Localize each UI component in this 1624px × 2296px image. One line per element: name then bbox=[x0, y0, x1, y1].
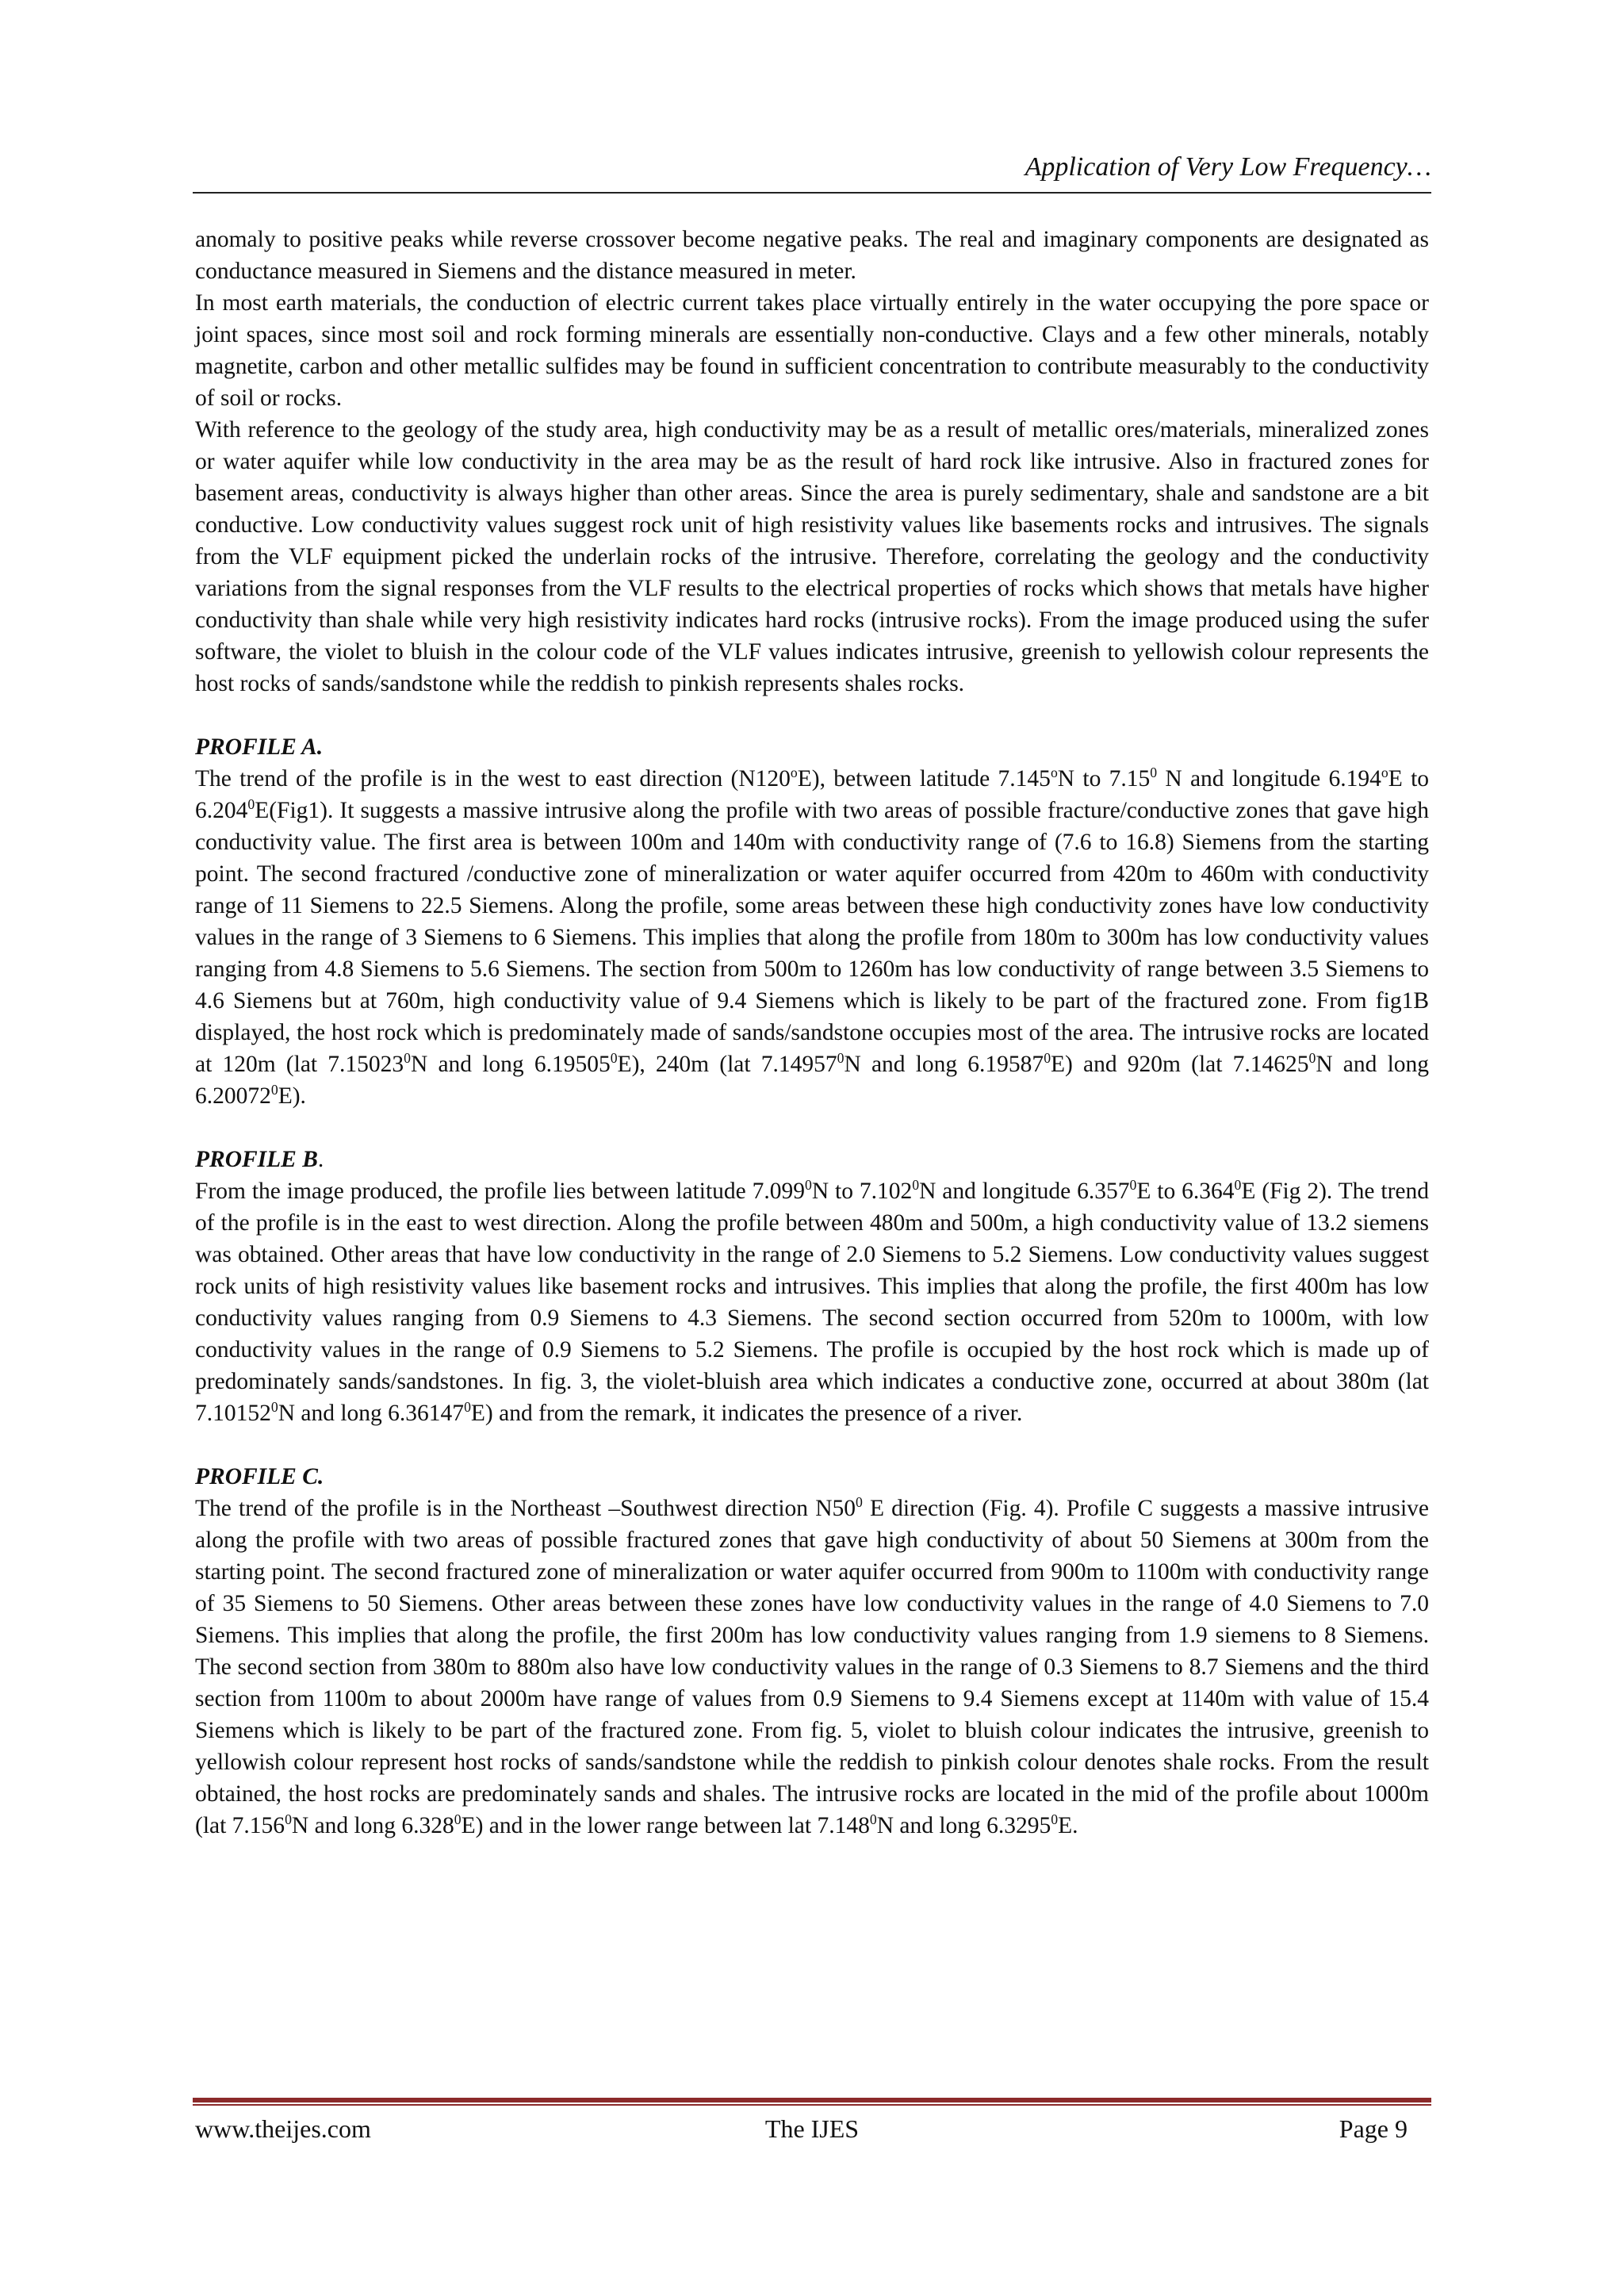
paragraph-profile-a: The trend of the profile is in the west to east direction (N120$^o$E), between latitude 7.145$^o$N to 7.15$^0$ N and longitude 6.194$^o$E to 6.204$^0$E(Fig1). It suggests a massive intrusive along the profile with two areas of possible fracture/conductive zones that gave high conductivity value. The first area is between 100m and 140m with conductivity range of (7.6 to 16.8) Siemens from the starting point. The second fractured /conductive zone of mineralization or water aquifer occurred from 420m to 460m with conductivity range of 11 Siemens to 22.5 Siemens. Along the profile, some areas between these high conductivity zones have low conductivity values in the range of 3 Siemens to 6 Siemens. This implies that along the profile from 180m to 300m has low conductivity values ranging from 4.8 Siemens to 5.6 Siemens. The section from 500m to 1260m has low conductivity of range between 3.5 Siemens to 4.6 Siemens but at 760m, high conductivity value of 9.4 Siemens which is likely to be part of the fractured zone. From fig1B displayed, the host rock which is predominately made of sands/sandstone occupies most of the area. The intrusive rocks are located at 120m (lat 7.15023$^0$N and long 6.19505$^0$E), 240m (lat 7.14957$^0$N and long 6.19587$^0$E) and 920m (lat 7.14625$^0$N and long 6.20072$^0$E). bbox=[195, 765, 1430, 1109]
header-rule bbox=[193, 192, 1431, 194]
article-body bbox=[195, 224, 1429, 1842]
paragraph-earth-materials: In most earth materials, the conduction of electric current takes place virtually entirely in the water occupying the pore space or joint spaces, since most soil and rock forming minerals are essentially non-conductive. Clays and a few other minerals, notably magnetite, carbon and other metallic sulfides may be found in sufficient concentration to contribute measurably to the conductivity of soil or rocks. bbox=[195, 290, 1429, 411]
section-gap bbox=[195, 1429, 1429, 1461]
footer-journal-name: The IJES bbox=[764, 2114, 860, 2143]
page-footer bbox=[193, 2111, 1431, 2146]
heading-profile-c: PROFILE C. bbox=[195, 1464, 324, 1489]
footer-rule-thin bbox=[193, 2104, 1431, 2106]
footer-rule bbox=[193, 2098, 1431, 2102]
paragraph-profile-b: From the image produced, the profile lies between latitude 7.099$^0$N to 7.102$^0$N and longitude 6.357$^0$E to 6.364$^0$E (Fig 2). The trend of the profile is in the east to west direction. Along the profile between 480m and 500m, a high conductivity value of 13.2 siemens was obtained. Other areas that have low conductivity in the range of 2.0 Siemens to 5.2 Siemens. Low conductivity values suggest rock units of high resistivity values like basement rocks and intrusives. This implies that along the profile, the first 400m has low conductivity values ranging from 0.9 Siemens to 4.3 Siemens. The second section occurred from 520m to 1000m, with low conductivity values in the range of 0.9 Siemens to 5.2 Siemens. The profile is occupied by the host rock which is made up of predominately sands/sandstones. In fig. 3, the violet-bluish area which indicates a conductive zone, occurred at about 380m (lat 7.10152$^0$N and long 6.36147$^0$E) and from the remark, it indicates the presence of a river. bbox=[195, 1177, 1429, 1426]
heading-profile-b: PROFILE B bbox=[195, 1147, 318, 1172]
heading-profile-a: PROFILE A. bbox=[195, 734, 324, 760]
running-title: Application of Very Low Frequency… bbox=[1025, 152, 1431, 182]
section-gap bbox=[195, 1112, 1429, 1144]
heading-profile-b-dot: . bbox=[317, 1147, 324, 1172]
footer-website-link[interactable]: www.theijes.com bbox=[195, 2114, 371, 2143]
footer-page-number: Page 9 bbox=[1339, 2114, 1408, 2143]
paragraph-profile-c: The trend of the profile is in the Northeast –Southwest direction $N50^0$ E direction (Fig. 4). Profile C suggests a massive intrusive along the profile with two areas of possible fractured zones that gave high conductivity of about 50 Siemens at 300m from the starting point. The second fractured zone of mineralization or water aquifer occurred from 900m to 1100m with conductivity range of 35 Siemens to 50 Siemens. Other areas between these zones have low conductivity values in the range of 4.0 Siemens to 7.0 Siemens. This implies that along the profile, the first 200m has low conductivity values ranging from 1.9 siemens to 8 Siemens. The second section from 380m to 880m also have low conductivity values in the range of 0.3 Siemens to 8.7 Siemens and the third section from 1100m to about 2000m have range of values from 0.9 Siemens to 9.4 Siemens except at 1140m with value of 15.4 Siemens which is likely to be part of the fractured zone. From fig. 5, violet to bluish colour indicates the intrusive, greenish to yellowish colour represent host rocks of sands/sandstone while the reddish to pinkish colour denotes shale rocks. From the result obtained, the host rocks are predominately sands and shales. The intrusive rocks are located in the mid of the profile about 1000m (lat 7.156$^0$N and long 6.328$^0$E) and in the lower range between lat 7.148$^0$N and long 6.3295$^0$E. bbox=[195, 1494, 1430, 1838]
heading-profile-b-line bbox=[195, 1144, 1429, 1175]
paragraph-geology: With reference to the geology of the study area, high conductivity may be as a result of metallic ores/materials, mineralized zones or water aquifer while low conductivity in the area may be as the result of hard rock like intrusive. Also in fractured zones for basement areas, conductivity is always higher than other areas. Since the area is purely sedimentary, shale and sandstone are a bit conductive. Low conductivity values suggest rock unit of high resistivity values like basements rocks and intrusives. The signals from the VLF equipment picked the underlain rocks of the intrusive. Therefore, correlating the geology and the conductivity variations from the signal responses from the VLF results to the electrical properties of rocks which shows that metals have higher conductivity than shale while very high resistivity indicates hard rocks (intrusive rocks). From the image produced using the sufer software, the violet to bluish in the colour code of the VLF values indicates intrusive, greenish to yellowish colour represents the host rocks of sands/sandstone while the reddish to pinkish represents shales rocks. bbox=[195, 417, 1429, 696]
section-gap bbox=[195, 700, 1429, 731]
paragraph-anomaly: anomaly to positive peaks while reverse crossover become negative peaks. The real and imaginary components are designated as conductance measured in Siemens and the distance measured in meter. bbox=[195, 227, 1429, 284]
